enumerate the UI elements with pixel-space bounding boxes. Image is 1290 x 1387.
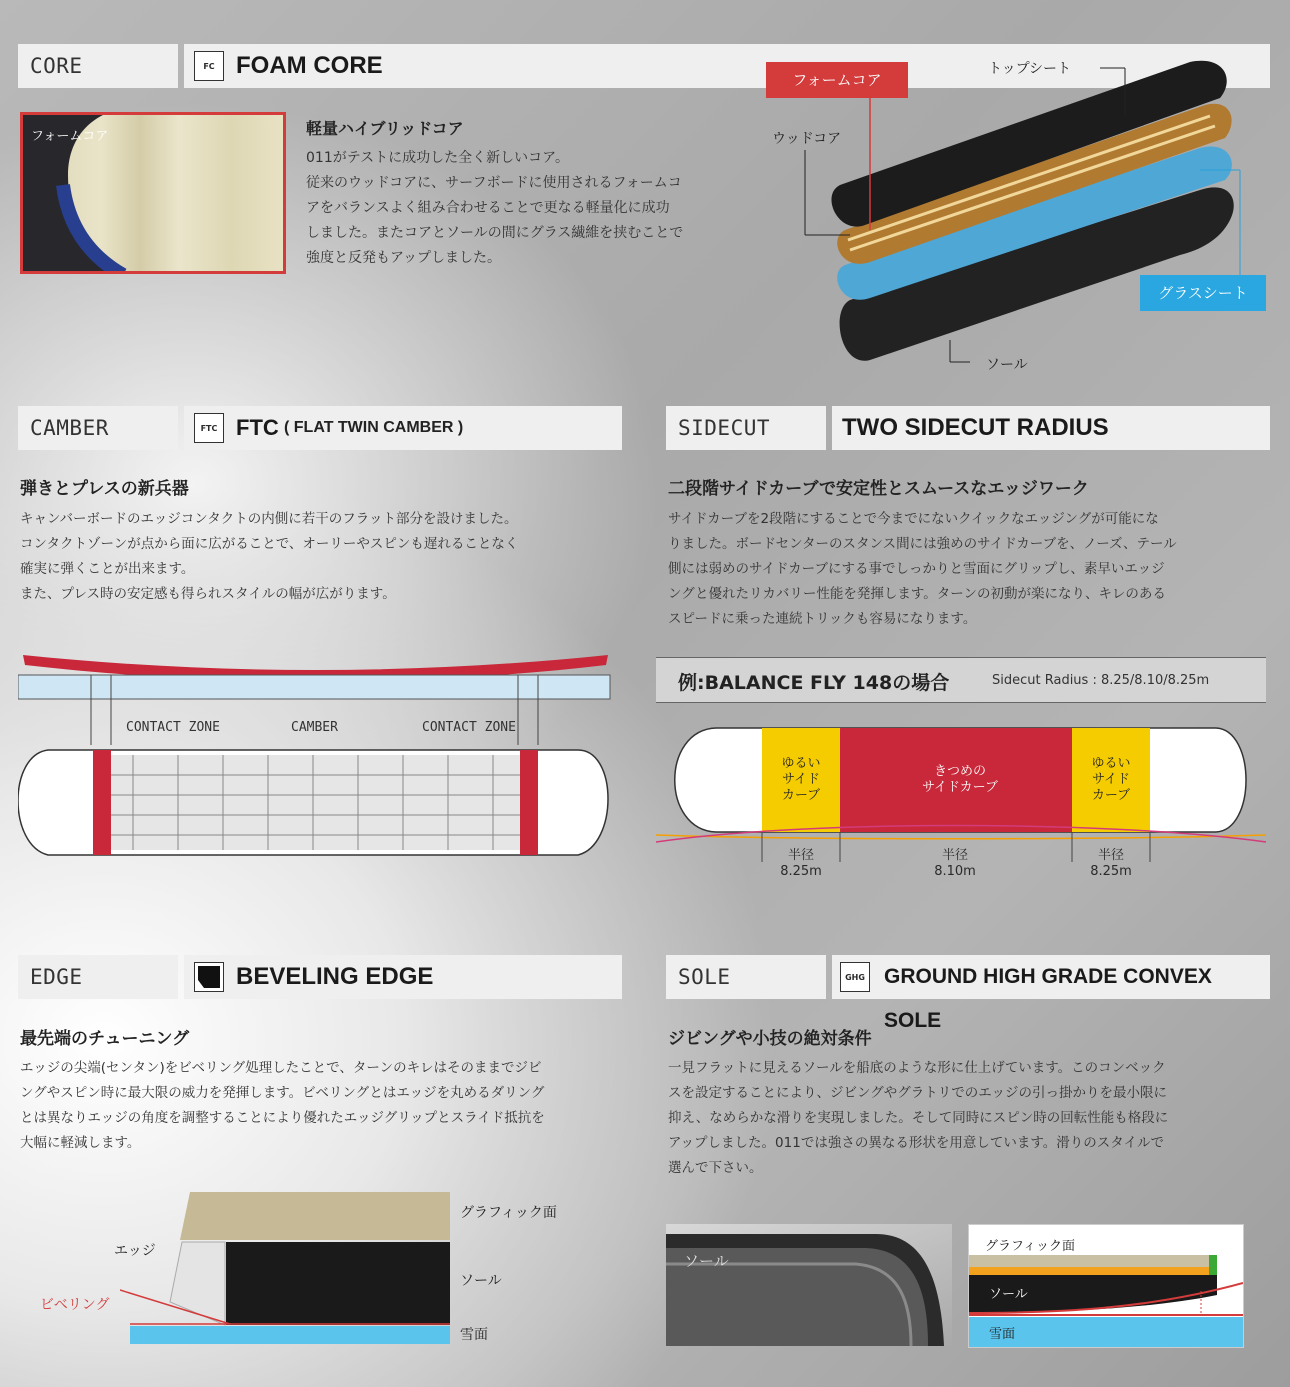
core-line: しました。またコアとソールの間にグラス繊維を挟むことで	[306, 225, 684, 241]
camber-text	[20, 507, 518, 607]
radius-label: 半径	[787, 848, 814, 863]
edge-line: ングやスピン時に最大限の威力を発揮します。ビベリングとはエッジを丸めるダリング	[20, 1085, 545, 1101]
sole-layer-diagram	[968, 1224, 1244, 1348]
camber-line: また、プレス時の安定感も得られスタイルの幅が広がります。	[20, 586, 396, 602]
edge-sole-label: ソール	[460, 1273, 502, 1289]
glass-sheet-callout: グラスシート	[1140, 275, 1266, 311]
sole-line: 選んで下さい。	[668, 1160, 763, 1176]
sidecut-line: ングと優れたリカバリー性能を発揮します。ターンの初動が楽になり、キレのある	[668, 586, 1166, 602]
radius-value: 8.10m	[934, 864, 976, 879]
camber-zone-label: CAMBER	[291, 720, 338, 735]
core-line: アをバランスよく組み合わせることで更なる軽量化に成功	[306, 200, 670, 216]
foam-core-photo-label: フォームコア	[31, 129, 109, 144]
snow-surface-label: 雪面	[460, 1327, 488, 1343]
edge-label: エッジ	[114, 1243, 156, 1259]
wood-core-label: ウッドコア	[772, 131, 842, 147]
camber-line: キャンバーボードのエッジコンタクトの内側に若干のフラット部分を設けました。	[20, 511, 518, 527]
edge-tag: EDGE	[30, 965, 83, 989]
edge-title: BEVELING EDGE	[236, 963, 434, 990]
core-layer-diagram	[760, 50, 1280, 390]
camber-title: FTC	[236, 415, 279, 440]
camber-line: 確実に弾くことが出来ます。	[20, 561, 195, 577]
edge-tag-bar	[18, 955, 178, 999]
sole-photo	[666, 1224, 952, 1346]
sole-line: アップしました。011では強さの異なる形状を用意しています。滑りのスタイルで	[668, 1135, 1164, 1151]
weak-sidecut-right-label: ゆるい サイド カーブ	[1091, 756, 1131, 803]
radius-center	[916, 848, 994, 880]
radius-right	[1072, 848, 1150, 880]
core-line: 強度と反発もアップしました。	[306, 250, 502, 266]
sidecut-title: TWO SIDECUT RADIUS	[842, 414, 1109, 441]
sole-photo-shape	[666, 1224, 952, 1346]
fc-icon: FC	[194, 51, 224, 81]
camber-tag-bar	[18, 406, 178, 450]
core-heading: 軽量ハイブリッドコア	[306, 119, 464, 138]
edge-heading: 最先端のチューニング	[20, 1029, 190, 1049]
sole-text	[668, 1056, 1168, 1181]
sole-title: GROUND HIGH GRADE CONVEX SOLE	[884, 965, 1212, 1032]
sidecut-line: りました。ボードセンターのスタンス間には強めのサイドカーブを、ノーズ、テール	[668, 536, 1177, 552]
radius-value: 8.25m	[1090, 864, 1132, 879]
camber-line: コンタクトゾーンが点から面に広がることで、オーリーやスピンも遅れることなく	[20, 536, 519, 552]
ftc-icon: FTC	[194, 413, 224, 443]
core-line: 従来のウッドコアに、サーフボードに使用されるフォームコ	[306, 175, 682, 191]
sole-tag: SOLE	[678, 965, 731, 989]
sole-diagram-graphic-label: グラフィック面	[985, 1239, 1075, 1254]
sidecut-title-bar	[832, 406, 1270, 450]
edge-title-bar	[184, 955, 622, 999]
sole-tag-bar	[666, 955, 826, 999]
sole-diagram-sole-label: ソール	[989, 1287, 1028, 1302]
sidecut-radius-note: Sidecut Radius : 8.25/8.10/8.25m	[992, 673, 1210, 688]
camber-title-sub: ( FLAT TWIN CAMBER )	[284, 419, 464, 436]
foam-core-callout: フォームコア	[766, 62, 908, 98]
sole-line: 抑え、なめらかな滑りを実現しました。そして同時にスピン時の回転性能も格段に	[668, 1110, 1169, 1126]
weak-sidecut-left-label: ゆるい サイド カーブ	[781, 756, 821, 803]
core-tag-bar	[18, 44, 178, 88]
sidecut-line: スピードに乗った連続トリックも容易になります。	[668, 611, 977, 627]
radius-value: 8.25m	[780, 864, 822, 879]
camber-tag: CAMBER	[30, 416, 109, 440]
top-sheet-label: トップシート	[988, 61, 1072, 77]
edge-line: 大幅に軽減します。	[20, 1135, 141, 1151]
radius-left	[762, 848, 840, 880]
sidecut-line: 側には弱めのサイドカーブにする事でしっかりと雪面にグリップし、素早いエッジ	[668, 561, 1165, 577]
sole-title-bar	[832, 955, 1270, 1032]
core-text	[306, 146, 683, 271]
sidecut-tag-bar	[666, 406, 826, 450]
radius-label: 半径	[941, 848, 968, 863]
strong-sidecut-label: きつめの サイドカーブ	[921, 764, 999, 795]
edge-text	[20, 1056, 545, 1156]
core-line: 011がテストに成功した全く新しいコア。	[306, 150, 570, 166]
sidecut-line: サイドカーブを2段階にすることで今までにないクイックなエッジングが可能にな	[668, 511, 1159, 527]
camber-diagram	[18, 645, 613, 875]
sidecut-example: 例:BALANCE FLY 148の場合	[678, 672, 950, 694]
contact-zone-right-label: CONTACT ZONE	[422, 720, 516, 735]
sole-photo-label: ソール	[684, 1252, 729, 1270]
core-title: FOAM CORE	[236, 52, 383, 79]
contact-zone-left-label: CONTACT ZONE	[126, 720, 220, 735]
sole-line: スを設定することにより、ジビングやグラトリでのエッジの引っ掛かりを最小限に	[668, 1085, 1167, 1101]
sidecut-heading: 二段階サイドカーブで安定性とスムースなエッジワーク	[668, 479, 1089, 499]
sole-line: 一見フラットに見えるソールを船底のような形に仕上げています。このコンベック	[668, 1060, 1166, 1076]
graphic-face-label: グラフィック面	[460, 1205, 557, 1221]
core-tag: CORE	[30, 54, 83, 78]
foam-core-photo	[20, 112, 286, 274]
edge-icon	[194, 962, 224, 992]
edge-line: とは異なりエッジの角度を調整することにより優れたエッジグリップとスライド抵抗を	[20, 1110, 545, 1126]
edge-diagram	[120, 1190, 460, 1350]
sole-diagram-snow-label: 雪面	[989, 1327, 1016, 1342]
ghg-icon: GHG	[840, 962, 870, 992]
camber-title-bar	[184, 406, 622, 450]
sidecut-tag: SIDECUT	[678, 416, 771, 440]
edge-line: エッジの尖端(センタン)をビベリング処理したことで、ターンのキレはそのままでジビ	[20, 1060, 542, 1076]
beveling-label: ビベリング	[40, 1297, 110, 1313]
sole-label: ソール	[986, 357, 1028, 373]
radius-label: 半径	[1097, 848, 1124, 863]
sidecut-example-bar	[656, 657, 1266, 703]
sidecut-text	[668, 507, 1177, 632]
sole-heading: ジビングや小技の絶対条件	[668, 1029, 872, 1049]
camber-heading: 弾きとプレスの新兵器	[20, 479, 189, 499]
